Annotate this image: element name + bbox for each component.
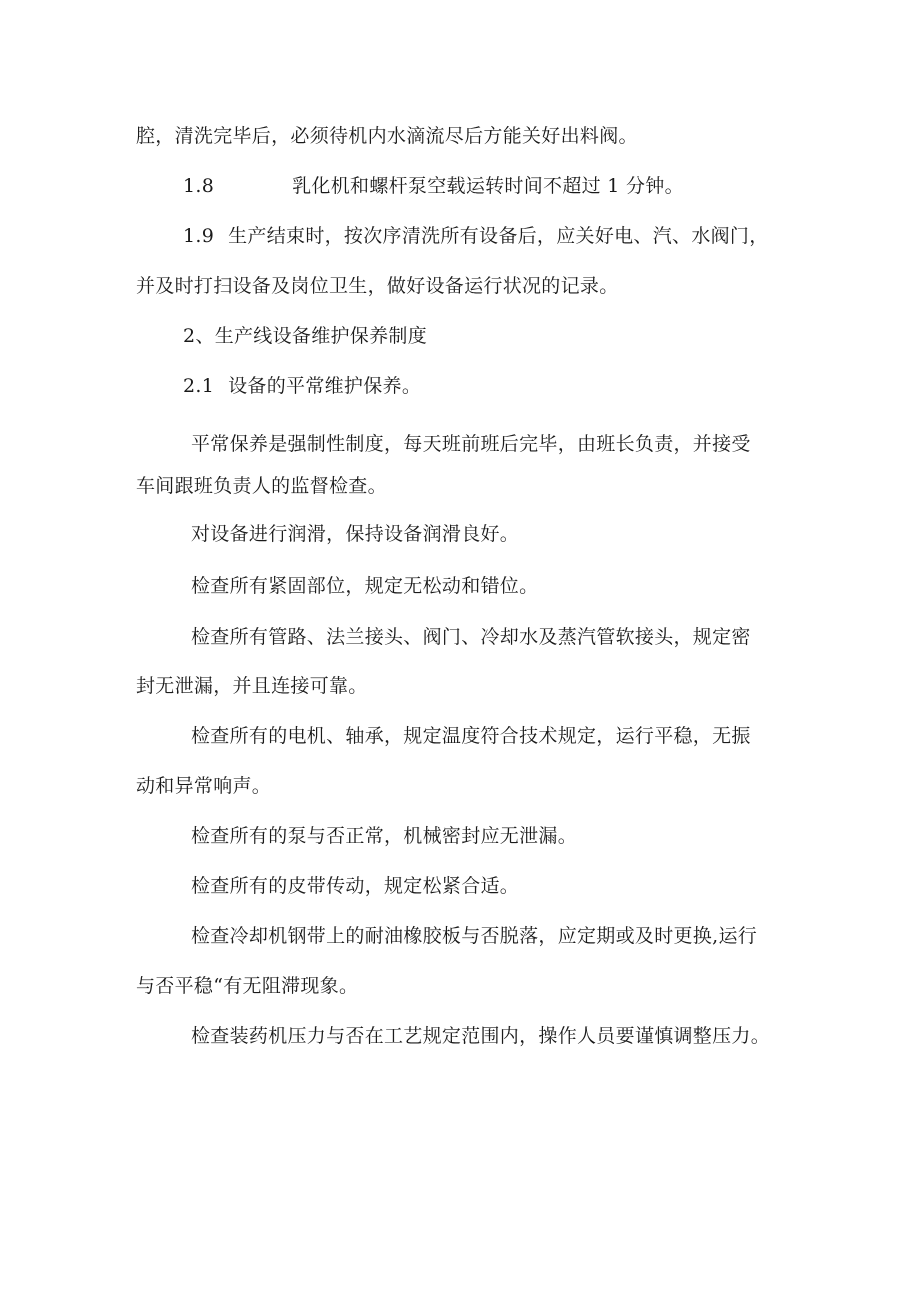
item-1-9 <box>183 223 769 249</box>
paragraph-line: 检查所有紧固部位，规定无松动和错位。 <box>191 575 539 597</box>
item-number: 1.9 <box>183 225 215 247</box>
item-text: 乳化机和螺杆泵空载运转时间不超过 1 分钟。 <box>292 175 684 197</box>
text-line: 并及时打扫设备及岗位卫生，做好设备运行状况的记录。 <box>136 275 619 297</box>
paragraph-line: 动和异常响声。 <box>136 775 272 797</box>
paragraph-line: 检查装药机压力与否在工艺规定范围内，操作人员要谨慎调整压力。 <box>191 1025 771 1047</box>
paragraph-line: 检查所有的泵与否正常，机械密封应无泄漏。 <box>191 825 578 847</box>
subsection-heading <box>183 373 421 399</box>
subsection-number: 2.1 <box>183 375 215 397</box>
item-number: 1.8 <box>183 175 215 197</box>
subsection-title: 设备的平常维护保养。 <box>228 375 422 397</box>
paragraph-line: 检查所有的皮带传动，规定松紧合适。 <box>191 875 520 897</box>
item-1-8 <box>183 173 684 199</box>
paragraph-line: 检查冷却机钢带上的耐油橡胶板与否脱落，应定期或及时更换,运行 <box>191 925 758 947</box>
item-text: 生产结束时，按次序清洗所有设备后，应关好电、汽、水阀门， <box>228 225 769 247</box>
paragraph-line: 封无泄漏，并且连接可靠。 <box>136 675 368 697</box>
paragraph-line: 检查所有管路、法兰接头、阀门、冷却水及蒸汽管软接头，规定密 <box>191 626 751 648</box>
text-line: 腔，清洗完毕后，必须待机内水滴流尽后方能关好出料阀。 <box>136 125 638 147</box>
paragraph-line: 检查所有的电机、轴承，规定温度符合技术规定，运行平稳，无振 <box>191 725 751 747</box>
paragraph-line: 与否平稳“有无阻滞现象。 <box>136 975 359 997</box>
paragraph-line: 对设备进行润滑，保持设备润滑良好。 <box>191 523 520 545</box>
section-heading: 2、生产线设备维护保养制度 <box>183 325 427 347</box>
paragraph-line: 平常保养是强制性制度，每天班前班后完毕，由班长负责，并接受 <box>191 433 751 455</box>
paragraph-line: 车间跟班负责人的监督检查。 <box>136 475 387 497</box>
